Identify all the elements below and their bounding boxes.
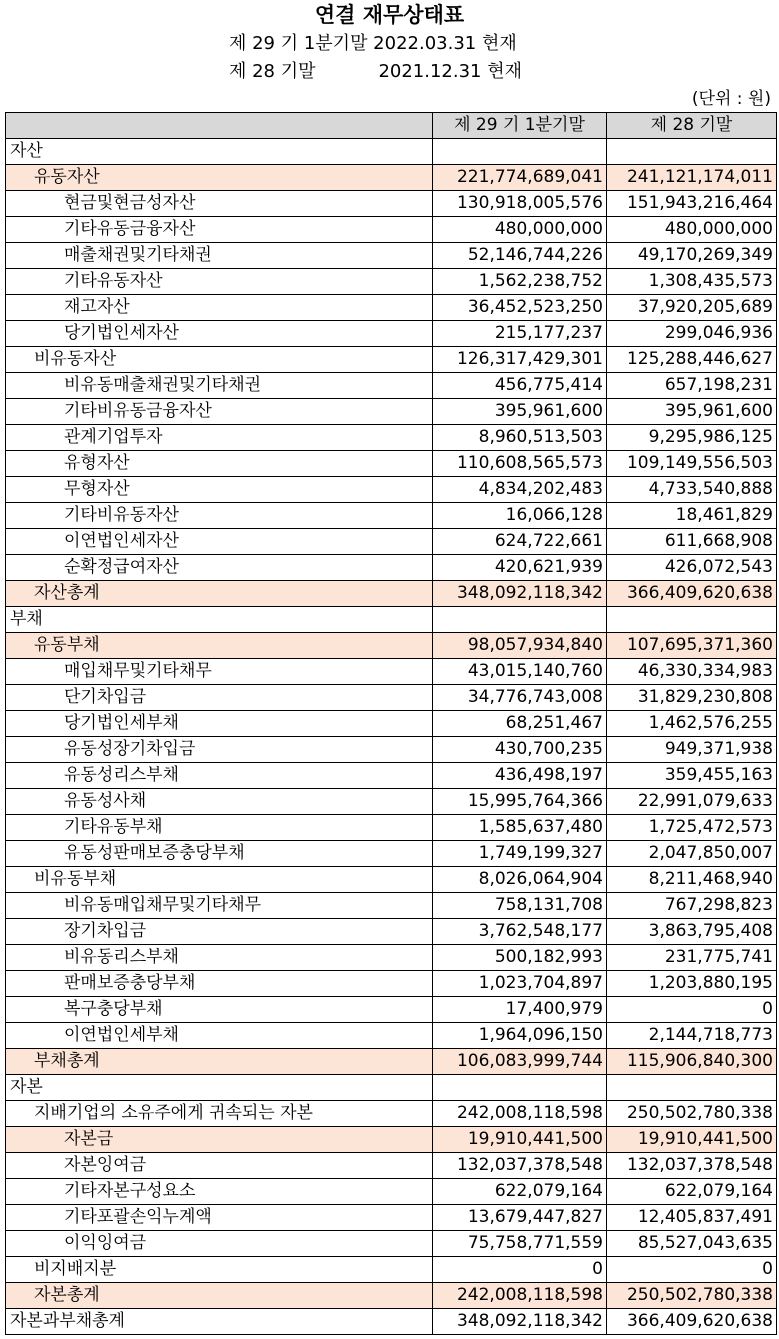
table-row [6,191,777,217]
current-period-value: 43,015,140,760 [433,659,607,685]
table-row [6,789,777,815]
table-row [6,321,777,347]
current-period-value [433,607,607,633]
current-period-value: 1,964,096,150 [433,1023,607,1049]
previous-period-value: 132,037,378,548 [607,1153,777,1179]
row-label: 유형자산 [6,451,433,477]
current-period-value: 106,083,999,744 [433,1049,607,1075]
row-label: 기타비유동자산 [6,503,433,529]
table-row [6,529,777,555]
row-label: 비지배지분 [6,1257,433,1283]
row-label: 자본과부채총계 [6,1309,433,1335]
current-period-value: 132,037,378,548 [433,1153,607,1179]
current-period-value: 215,177,237 [433,321,607,347]
table-row [6,165,777,191]
period-previous: 제 28 기말 2021.12.31 현재 [229,61,523,82]
unit-label: (단위 : 원) [691,89,771,109]
row-label: 자본금 [6,1127,433,1153]
row-label: 순확정급여자산 [6,555,433,581]
table-row [6,763,777,789]
row-label: 유동성장기차입금 [6,737,433,763]
row-label: 당기법인세자산 [6,321,433,347]
period-current: 제 29 기 1분기말 2022.03.31 현재 [229,33,517,54]
table-row [6,373,777,399]
table-row [6,945,777,971]
current-period-value: 34,776,743,008 [433,685,607,711]
current-period-value: 4,834,202,483 [433,477,607,503]
row-label: 비유동매입채무및기타채무 [6,893,433,919]
current-period-value: 1,585,637,480 [433,815,607,841]
previous-period-value: 8,211,468,940 [607,867,777,893]
row-label: 자본총계 [6,1283,433,1309]
table-row [6,243,777,269]
current-period-value: 36,452,523,250 [433,295,607,321]
current-period-value: 622,079,164 [433,1179,607,1205]
previous-period-value: 2,047,850,007 [607,841,777,867]
previous-period-value: 1,203,880,195 [607,971,777,997]
previous-period-value: 611,668,908 [607,529,777,555]
previous-period-value: 250,502,780,338 [607,1283,777,1309]
previous-period-value: 1,725,472,573 [607,815,777,841]
table-row [6,503,777,529]
table-row [6,1257,777,1283]
row-label: 관계기업투자 [6,425,433,451]
row-label: 비유동리스부채 [6,945,433,971]
current-period-value: 3,762,548,177 [433,919,607,945]
table-row [6,1179,777,1205]
row-label: 복구충당부채 [6,997,433,1023]
table-row [6,217,777,243]
table-row [6,1101,777,1127]
previous-period-value: 0 [607,1257,777,1283]
table-row [6,633,777,659]
current-period-value: 500,182,993 [433,945,607,971]
table-row [6,1127,777,1153]
row-label: 이연법인세부채 [6,1023,433,1049]
row-label: 자산총계 [6,581,433,607]
previous-period-value: 767,298,823 [607,893,777,919]
row-label: 기타유동자산 [6,269,433,295]
current-period-value: 242,008,118,598 [433,1101,607,1127]
table-body [6,139,777,1335]
previous-period-value [607,139,777,165]
row-label: 비유동자산 [6,347,433,373]
row-label: 무형자산 [6,477,433,503]
previous-period-value: 18,461,829 [607,503,777,529]
previous-period-value: 37,920,205,689 [607,295,777,321]
current-period-value: 348,092,118,342 [433,581,607,607]
table-row [6,1049,777,1075]
current-period-value: 480,000,000 [433,217,607,243]
table-row [6,1309,777,1335]
previous-period-value: 1,308,435,573 [607,269,777,295]
current-period-value: 130,918,005,576 [433,191,607,217]
current-period-value: 15,995,764,366 [433,789,607,815]
previous-period-value: 49,170,269,349 [607,243,777,269]
current-period-value: 68,251,467 [433,711,607,737]
table-row [6,893,777,919]
row-label: 기타유동부채 [6,815,433,841]
table-row [6,1205,777,1231]
previous-period-value: 1,462,576,255 [607,711,777,737]
previous-period-value [607,607,777,633]
previous-period-value: 359,455,163 [607,763,777,789]
row-label: 부채 [6,607,433,633]
previous-period-value: 0 [607,997,777,1023]
header-current-period: 제 29 기 1분기말 [433,113,607,139]
table-row [6,997,777,1023]
row-label: 당기법인세부채 [6,711,433,737]
current-period-value: 420,621,939 [433,555,607,581]
row-label: 유동성리스부채 [6,763,433,789]
row-label: 자본 [6,1075,433,1101]
current-period-value: 98,057,934,840 [433,633,607,659]
table-row [6,659,777,685]
current-period-value [433,139,607,165]
row-label: 유동부채 [6,633,433,659]
row-label: 유동성판매보증충당부채 [6,841,433,867]
previous-period-value: 3,863,795,408 [607,919,777,945]
row-label: 자본잉여금 [6,1153,433,1179]
row-label: 기타유동금융자산 [6,217,433,243]
table-row [6,451,777,477]
previous-period-value: 657,198,231 [607,373,777,399]
row-label: 유동자산 [6,165,433,191]
row-label: 매입채무및기타채무 [6,659,433,685]
row-label: 매출채권및기타채권 [6,243,433,269]
document-title: 연결 재무상태표 [314,3,465,27]
table-row [6,425,777,451]
current-period-value: 110,608,565,573 [433,451,607,477]
previous-period-value: 366,409,620,638 [607,1309,777,1335]
balance-sheet-table [5,112,777,1335]
row-label: 부채총계 [6,1049,433,1075]
current-period-value: 13,679,447,827 [433,1205,607,1231]
current-period-value: 395,961,600 [433,399,607,425]
current-period-value: 242,008,118,598 [433,1283,607,1309]
current-period-value [433,1075,607,1101]
current-period-value: 348,092,118,342 [433,1309,607,1335]
table-row [6,711,777,737]
previous-period-value: 2,144,718,773 [607,1023,777,1049]
table-row [6,971,777,997]
previous-period-value: 12,405,837,491 [607,1205,777,1231]
current-period-value: 75,758,771,559 [433,1231,607,1257]
current-period-value: 430,700,235 [433,737,607,763]
previous-period-value: 622,079,164 [607,1179,777,1205]
current-period-value: 17,400,979 [433,997,607,1023]
previous-period-value: 9,295,986,125 [607,425,777,451]
row-label: 현금및현금성자산 [6,191,433,217]
row-label: 자산 [6,139,433,165]
current-period-value: 8,026,064,904 [433,867,607,893]
previous-period-value: 151,943,216,464 [607,191,777,217]
table-row [6,1153,777,1179]
previous-period-value: 125,288,446,627 [607,347,777,373]
table-row [6,737,777,763]
current-period-value: 1,749,199,327 [433,841,607,867]
row-label: 유동성사채 [6,789,433,815]
table-row [6,607,777,633]
row-label: 비유동매출채권및기타채권 [6,373,433,399]
previous-period-value: 31,829,230,808 [607,685,777,711]
previous-period-value: 949,371,938 [607,737,777,763]
previous-period-value: 115,906,840,300 [607,1049,777,1075]
table-row [6,919,777,945]
previous-period-value: 250,502,780,338 [607,1101,777,1127]
current-period-value: 19,910,441,500 [433,1127,607,1153]
current-period-value: 221,774,689,041 [433,165,607,191]
table-row [6,815,777,841]
table-row [6,269,777,295]
row-label: 장기차입금 [6,919,433,945]
previous-period-value: 85,527,043,635 [607,1231,777,1257]
table-row [6,1075,777,1101]
current-period-value: 16,066,128 [433,503,607,529]
row-label: 기타포괄손익누계액 [6,1205,433,1231]
table-row [6,1283,777,1309]
table-row [6,1023,777,1049]
table-row [6,867,777,893]
row-label: 비유동부채 [6,867,433,893]
previous-period-value [607,1075,777,1101]
table-row [6,841,777,867]
previous-period-value: 241,121,174,011 [607,165,777,191]
table-row [6,295,777,321]
previous-period-value: 231,775,741 [607,945,777,971]
previous-period-value: 299,046,936 [607,321,777,347]
header-item [6,113,433,139]
current-period-value: 436,498,197 [433,763,607,789]
table-row [6,399,777,425]
previous-period-value: 4,733,540,888 [607,477,777,503]
table-row [6,685,777,711]
current-period-value: 0 [433,1257,607,1283]
table-row [6,477,777,503]
previous-period-value: 366,409,620,638 [607,581,777,607]
row-label: 지배기업의 소유주에게 귀속되는 자본 [6,1101,433,1127]
row-label: 판매보증충당부채 [6,971,433,997]
row-label: 이연법인세자산 [6,529,433,555]
row-label: 기타자본구성요소 [6,1179,433,1205]
previous-period-value: 480,000,000 [607,217,777,243]
table-row [6,555,777,581]
current-period-value: 52,146,744,226 [433,243,607,269]
current-period-value: 1,562,238,752 [433,269,607,295]
previous-period-value: 22,991,079,633 [607,789,777,815]
previous-period-value: 395,961,600 [607,399,777,425]
previous-period-value: 46,330,334,983 [607,659,777,685]
previous-period-value: 109,149,556,503 [607,451,777,477]
header-previous-period: 제 28 기말 [607,113,777,139]
previous-period-value: 107,695,371,360 [607,633,777,659]
table-row [6,581,777,607]
table-row [6,1231,777,1257]
row-label: 이익잉여금 [6,1231,433,1257]
row-label: 재고자산 [6,295,433,321]
table-row [6,347,777,373]
row-label: 단기차입금 [6,685,433,711]
row-label: 기타비유동금융자산 [6,399,433,425]
current-period-value: 758,131,708 [433,893,607,919]
previous-period-value: 426,072,543 [607,555,777,581]
current-period-value: 456,775,414 [433,373,607,399]
current-period-value: 126,317,429,301 [433,347,607,373]
current-period-value: 8,960,513,503 [433,425,607,451]
table-header-row [6,113,777,139]
current-period-value: 624,722,661 [433,529,607,555]
table-row [6,139,777,165]
current-period-value: 1,023,704,897 [433,971,607,997]
previous-period-value: 19,910,441,500 [607,1127,777,1153]
